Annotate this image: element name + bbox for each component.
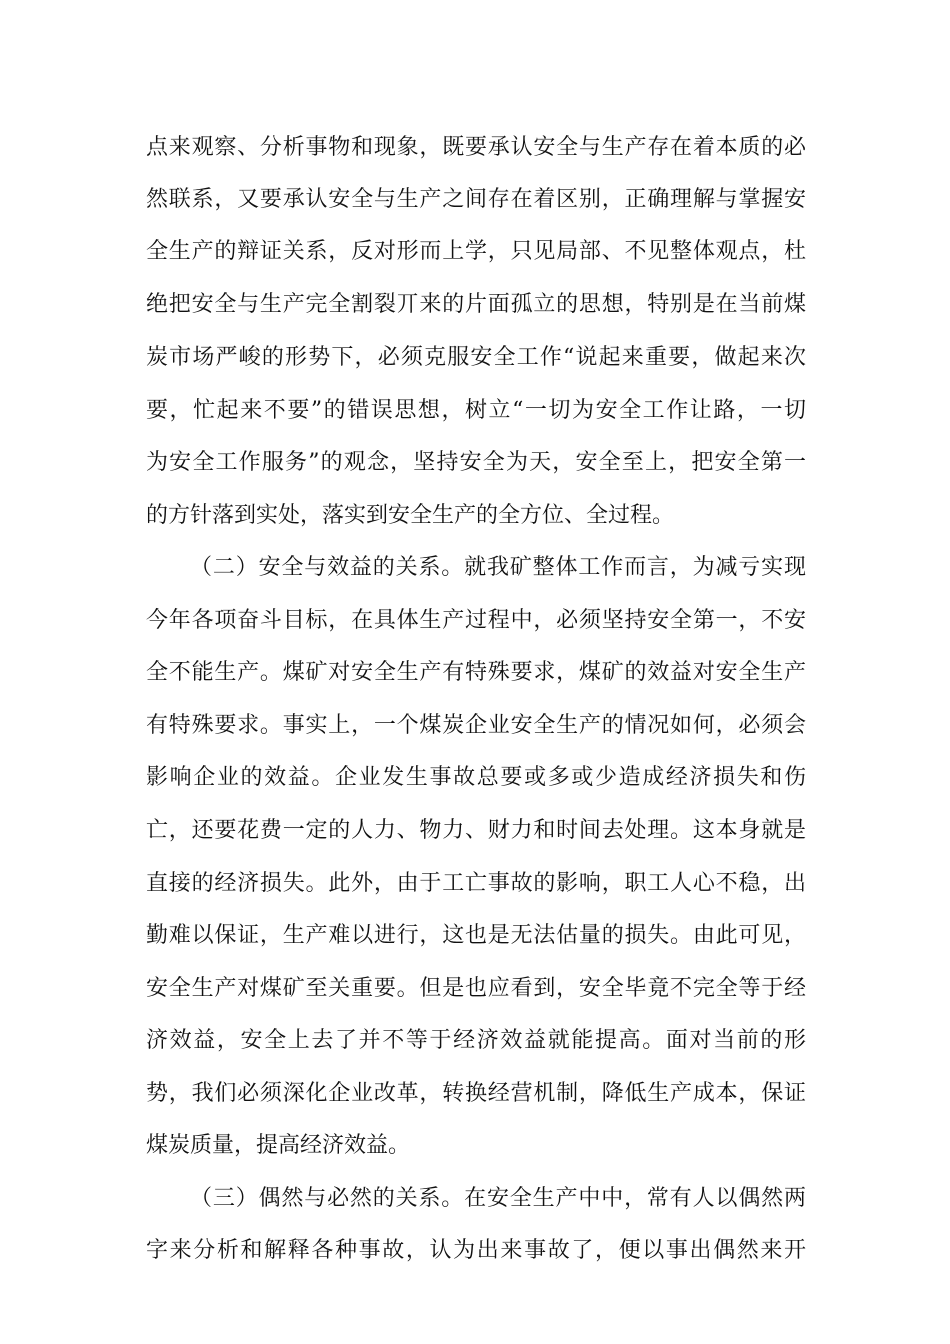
paragraph-line: 全生产的辩证关系，反对形而上学，只见局部、不见整体观点，杜 xyxy=(146,239,806,264)
paragraph-line: 安全生产对煤矿至关重要。但是也应看到，安全毕竟不完全等于经 xyxy=(146,976,806,1001)
paragraph-line: 为安全工作服务”的观念，坚持安全为天，安全至上，把安全第一 xyxy=(146,450,806,475)
paragraph-line: 点来观察、分析事物和现象，既要承认安全与生产存在着本质的必 xyxy=(146,135,806,160)
paragraph-line: 字来分析和解释各种事故，认为出来事故了，便以事出偶然来开 xyxy=(146,1238,806,1263)
paragraph-line: 济效益，安全上去了并不等于经济效益就能提高。面对当前的形 xyxy=(146,1028,806,1053)
section-heading-line: （二）安全与效益的关系。就我矿整体工作而言，为减亏实现 xyxy=(190,555,806,580)
paragraph-line: 勤难以保证，生产难以进行，这也是无法估量的损失。由此可见， xyxy=(146,923,806,948)
paragraph-line: 煤炭质量，提高经济效益。 xyxy=(146,1133,411,1158)
paragraph-line: 势，我们必须深化企业改革，转换经营机制，降低生产成本，保证 xyxy=(146,1081,806,1106)
paragraph-line: 要，忙起来不要”的错误思想，树立“一切为安全工作让路，一切 xyxy=(146,398,806,423)
paragraph-line: 全不能生产。煤矿对安全生产有特殊要求，煤矿的效益对安全生产 xyxy=(146,660,806,685)
paragraph-line: 绝把安全与生产完全割裂丌来的片面孤立的思想，特别是在当前煤 xyxy=(146,292,806,317)
section-heading-line: （三）偶然与必然的关系。在安全生产中中，常有人以偶然两 xyxy=(190,1186,806,1211)
paragraph-line: 然联系，又要承认安全与生产之间存在着区别，正确理解与掌握安 xyxy=(146,187,806,212)
paragraph-line: 炭市场严峻的形势下，必须克服安全工作“说起来重要，做起来次 xyxy=(146,345,806,370)
paragraph-line: 亡，还要花费一定的人力、物力、财力和时间去处理。这本身就是 xyxy=(146,818,806,843)
paragraph-line: 影响企业的效益。企业发生事故总要或多或少造成经济损失和伤 xyxy=(146,765,806,790)
paragraph-line: 的方针落到实处，落实到安全生产的全方位、全过程。 xyxy=(146,503,675,528)
paragraph-line: 有特殊要求。事实上，一个煤炭企业安全生产的情况如何，必须会 xyxy=(146,713,806,738)
paragraph-line: 直接的经济损失。此外，由于工亡事故的影响，职工人心不稳，出 xyxy=(146,871,806,896)
paragraph-line: 今年各项奋斗目标，在具体生产过程中，必须坚持安全第一，不安 xyxy=(146,608,806,633)
